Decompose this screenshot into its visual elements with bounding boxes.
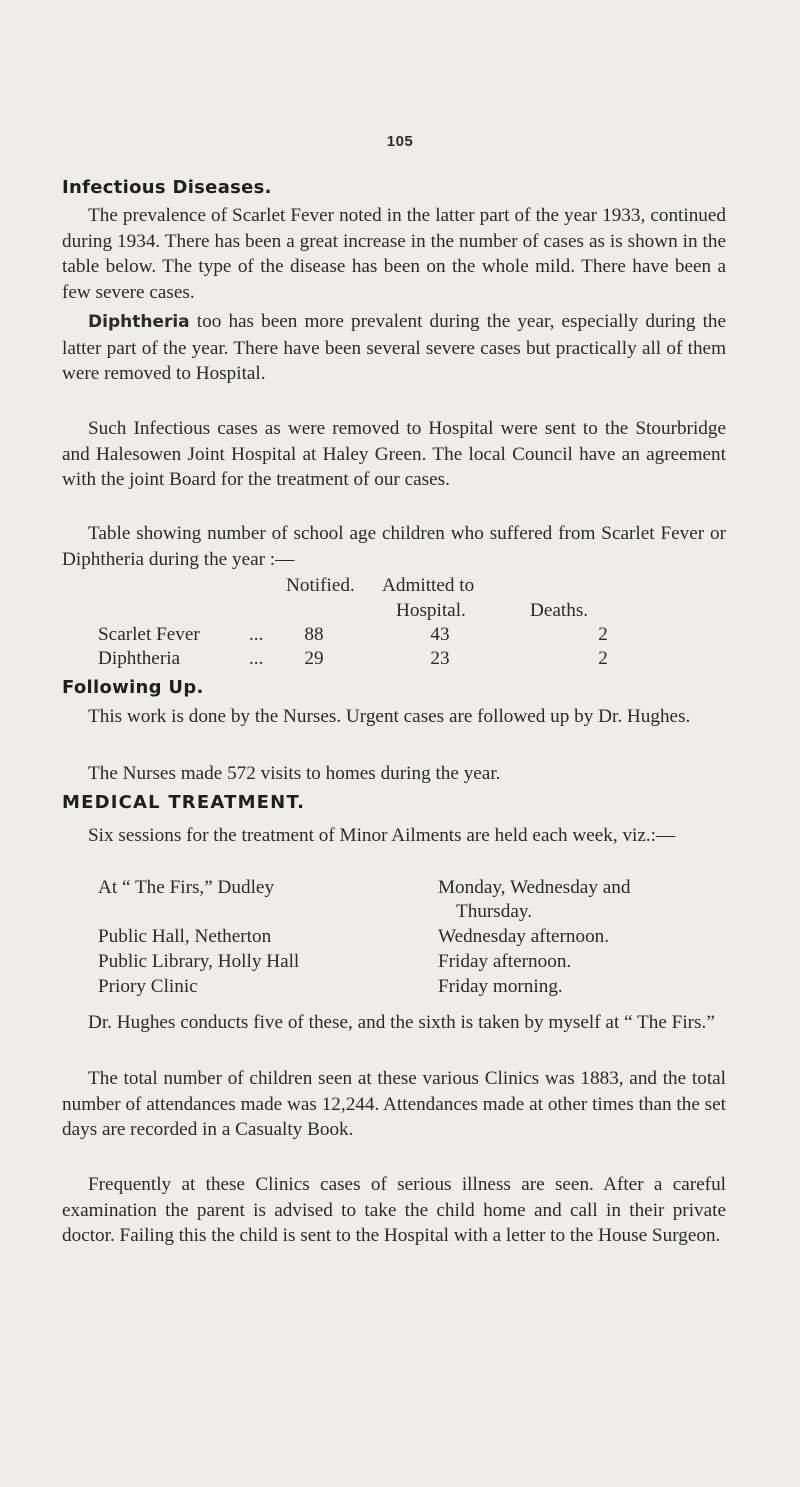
row-diphtheria-label: Diphtheria [98,648,181,669]
header-admitted-line1: Admitted to [382,575,475,596]
following-paragraph-1: This work is done by the Nurses. Urgent cases are followed up by Dr. Hughes. [88,706,691,727]
session-place: Public Hall, Netherton [98,926,272,947]
session-time: Wednesday afternoon. [438,926,610,947]
session-time-continued: Thursday. [456,901,533,922]
medical-paragraph-1: Six sessions for the treatment of Minor Ailments are held each week, viz.:— [88,825,676,846]
following-up-heading: Following Up. [62,677,204,698]
diphtheria-paragraph: Diphtheria too has been more prevalent during the year, especially during the latter part of the year. There have been several severe cases but practically all of them were removed to Hospital. [62,311,727,384]
session-place: Priory Clinic [98,976,198,997]
session-place: Public Library, Holly Hall [98,951,300,972]
row-scarlet-notified: 88 [304,624,324,645]
infectious-diseases-heading: Infectious Diseases. [62,177,272,198]
row-scarlet-deaths: 2 [598,624,608,645]
infectious-paragraph-3: Such Infectious cases as were removed to Hospital were sent to the Stourbridge and Halesowen Joint Hospital at Haley Green. The local Council have an agreement with the joint Board for the treatment of our cases. [62,418,726,490]
row-scarlet-admitted: 43 [430,624,450,645]
header-notified: Notified. [286,575,355,596]
session-time: Monday, Wednesday and [438,877,631,898]
row-diphtheria-deaths: 2 [598,648,608,669]
row-diphtheria-admitted: 23 [430,648,450,669]
header-deaths: Deaths. [530,600,589,621]
session-time: Friday afternoon. [438,951,572,972]
following-paragraph-2: The Nurses made 572 visits to homes during the year. [88,763,501,784]
session-time: Friday morning. [438,976,563,997]
row-scarlet-dots: ... [249,624,264,645]
row-diphtheria-notified: 29 [304,648,324,669]
diphtheria-inline-heading: Diphtheria [88,312,190,332]
session-place: At “ The Firs,” Dudley [98,877,275,898]
row-diphtheria-dots: ... [249,648,264,669]
page-number: 105 [386,133,414,150]
medical-paragraph-2: Dr. Hughes conducts five of these, and the sixth is taken by myself at “ The Firs.” [88,1012,715,1033]
header-admitted-line2: Hospital. [396,600,466,621]
medical-paragraph-3: The total number of children seen at these various Clinics was 1883, and the total number of attendances made was 12,244. Attendances made at other times than the set days are recorded in a Casualty Book. [62,1068,726,1140]
row-scarlet-label: Scarlet Fever [98,624,200,645]
medical-paragraph-4: Frequently at these Clinics cases of serious illness are seen. After a careful examination the parent is advised to take the child home and call in their private doctor. Failing this the child is sent to the Hospital with a letter to the House Surgeon. [62,1174,726,1246]
infectious-paragraph-1: The prevalence of Scarlet Fever noted in the latter part of the year 1933, continued during 1934. There has been a great increase in the number of cases as is shown in the table below. The type of the disease has been on the whole mild. There have been a few severe cases. [62,205,726,303]
table-intro-paragraph: Table showing number of school age children who suffered from Scarlet Fever or Diphtheria during the year :— [62,523,726,570]
medical-treatment-heading: MEDICAL TREATMENT. [62,792,306,813]
